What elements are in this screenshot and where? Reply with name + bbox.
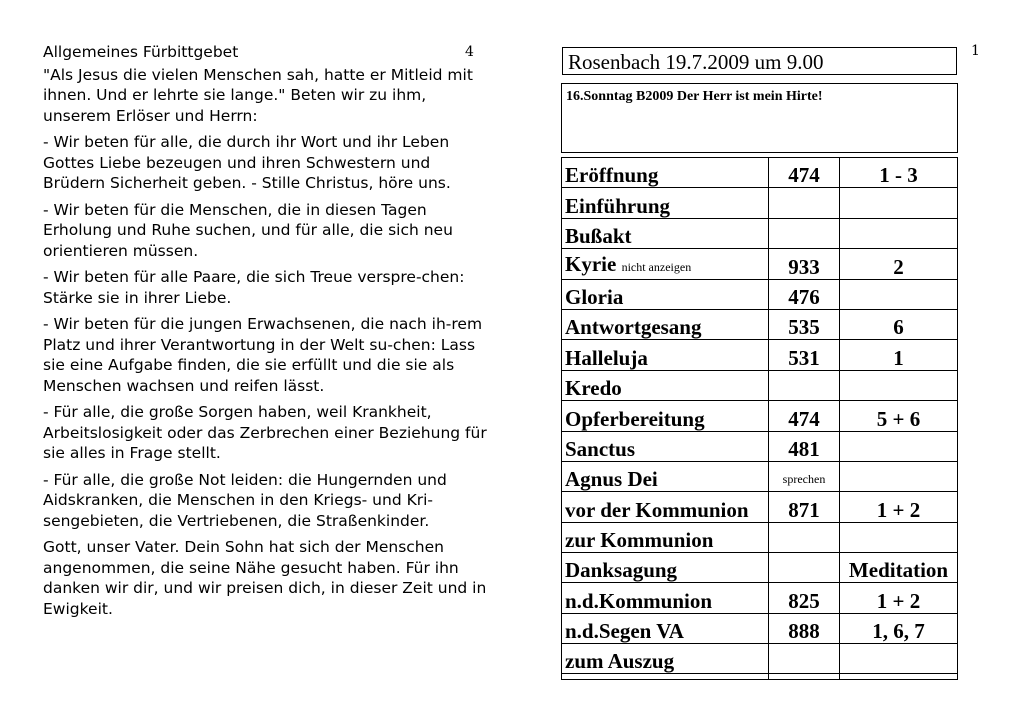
verses: Meditation [848, 558, 949, 583]
liturgy-part: n.d.Segen VA [565, 619, 684, 644]
table-row [562, 340, 958, 370]
verses: 2 [893, 254, 904, 279]
intercession-item: - Wir beten für alle, die durch ihr Wort und ihr Leben Gottes Liebe bezeugen und ihren Schwestern und Brüdern Sicherheit geben. - Stille Christus, höre uns. [43, 133, 451, 192]
service-header: Rosenbach 19.7.2009 um 9.00 [562, 47, 957, 75]
liturgy-part-cell [562, 218, 769, 248]
intercession-intro: "Als Jesus die vielen Menschen sah, hatte er Mitleid mit ihnen. Und er lehrte sie lange." Beten wir zu ihm, unserem Erlöser und Herrn: [43, 65, 473, 125]
liturgy-part-cell [562, 461, 769, 491]
intercession-item: - Wir beten für die jungen Erwachsenen, die nach ih-rem Platz und ihrer Verantwortung in der Welt su-chen: Lass sie eine Aufgabe finden, die sie erfüllt und die sie als Menschen wachsen und reifen lässt. [43, 315, 483, 395]
liturgy-part: Eröffnung [565, 163, 659, 188]
liturgy-part-cell [562, 158, 769, 188]
liturgy-part: Bußakt [565, 224, 632, 249]
intercession-item: - Wir beten für alle Paare, die sich Treue verspre-chen: Stärke sie in ihrer Liebe. [43, 268, 465, 307]
empty-cell [840, 674, 958, 680]
song-number-cell [769, 188, 840, 218]
liturgy-part-cell [562, 188, 769, 218]
verses-cell [840, 188, 958, 218]
verses: 1, 6, 7 [872, 619, 925, 644]
table-row [562, 644, 958, 674]
song-number-cell [769, 279, 840, 309]
liturgy-part-cell [562, 522, 769, 552]
verses-cell [840, 431, 958, 461]
liturgy-part-cell [562, 613, 769, 643]
empty-cell [562, 674, 769, 680]
liturgy-part-cell [562, 492, 769, 522]
liturgy-part: Sanctus [565, 436, 636, 461]
liturgy-part-cell [562, 401, 769, 431]
intercession-item: - Für alle, die große Sorgen haben, weil Krankheit, Arbeitslosigkeit oder das Zerbrechen einer Beziehung für sie alles in Frage stellt. [43, 403, 487, 462]
verses-cell [840, 158, 958, 188]
song-note: sprechen [782, 472, 826, 487]
verses: 1 + 2 [876, 497, 921, 522]
liturgy-part-cell [562, 309, 769, 339]
song-number-cell [769, 431, 840, 461]
liturgy-part-cell [562, 340, 769, 370]
verses-cell [840, 644, 958, 674]
verses-cell [840, 613, 958, 643]
liturgy-part: Opferbereitung [565, 406, 705, 431]
verses: 6 [893, 315, 904, 340]
table-row [562, 492, 958, 522]
song-number-cell [769, 401, 840, 431]
table-row [562, 461, 958, 491]
song-number-cell [769, 613, 840, 643]
table-row [562, 401, 958, 431]
song-number: 481 [788, 436, 820, 461]
intercession-item: - Für alle, die große Not leiden: die Hungernden und Aidskranken, die Menschen in den Kriegs- und Kri-sengebieten, die Vertriebenen, die Straßenkinder. [43, 470, 447, 530]
part-note: nicht anzeigen [621, 259, 692, 274]
song-number: 474 [788, 406, 820, 431]
table-row [562, 553, 958, 583]
verses: 1 + 2 [876, 588, 921, 613]
liturgy-part: Agnus Dei [565, 467, 658, 492]
service-subtitle [561, 83, 958, 153]
song-number-cell [769, 309, 840, 339]
liturgy-part: n.d.Kommunion [565, 588, 713, 613]
song-number-cell [769, 370, 840, 400]
table-row [562, 522, 958, 552]
verses-cell [840, 279, 958, 309]
song-number-cell [769, 340, 840, 370]
song-number: 474 [788, 163, 820, 188]
table-row [562, 158, 958, 188]
verses-cell [840, 249, 958, 279]
song-number: 535 [788, 315, 820, 340]
intercessions-title: Allgemeines Fürbittgebet [43, 43, 239, 61]
song-number: 825 [788, 588, 820, 613]
liturgy-part: vor der Kommunion [565, 497, 749, 522]
table-row [562, 583, 958, 613]
song-number-cell [769, 553, 840, 583]
liturgy-part: zur Kommunion [565, 528, 714, 553]
table-row [562, 218, 958, 248]
song-number: 888 [788, 619, 820, 644]
intercessions-page [43, 42, 491, 625]
song-number: 476 [788, 284, 820, 309]
liturgy-part: zum Auszug [565, 649, 675, 674]
song-number: 531 [788, 345, 820, 370]
table-row-tail [562, 674, 958, 680]
table-row [562, 309, 958, 339]
song-number-cell [769, 522, 840, 552]
verses-cell [840, 461, 958, 491]
song-number-cell [769, 583, 840, 613]
song-number-cell [769, 492, 840, 522]
liturgy-part-cell [562, 249, 769, 279]
liturgy-part-cell [562, 279, 769, 309]
intercession-item: - Wir beten für die Menschen, die in diesen Tagen Erholung und Ruhe suchen, und für alle, die sich neu orientieren müssen. [43, 200, 453, 260]
song-number-cell [769, 644, 840, 674]
song-number: 871 [788, 497, 820, 522]
verses-cell [840, 553, 958, 583]
liturgy-part: Kredo [565, 376, 622, 401]
empty-cell [769, 674, 840, 680]
verses-cell [840, 401, 958, 431]
page-number-right: 1 [971, 43, 980, 59]
verses-cell [840, 218, 958, 248]
table-row [562, 279, 958, 309]
verses: 5 + 6 [876, 406, 921, 431]
table-row [562, 431, 958, 461]
liturgy-part: Halleluja [565, 345, 648, 370]
table-row [562, 370, 958, 400]
liturgy-part: Gloria [565, 284, 624, 309]
liturgy-part: Antwortgesang [565, 315, 702, 340]
verses-cell [840, 370, 958, 400]
intercessions-title-line [43, 42, 491, 63]
liturgy-part-cell [562, 644, 769, 674]
liturgy-part-cell [562, 370, 769, 400]
liturgy-part: Kyrie [565, 251, 617, 276]
verses: 1 - 3 [879, 163, 918, 188]
verses: 1 [893, 345, 904, 370]
song-number-cell [769, 158, 840, 188]
verses-cell [840, 492, 958, 522]
table-row [562, 188, 958, 218]
song-number: 933 [788, 254, 820, 279]
song-number-cell [769, 218, 840, 248]
service-subtitle-text: 16.Sonntag B2009 Der Herr ist mein Hirte! [566, 89, 823, 104]
table-row [562, 613, 958, 643]
intercession-closing: Gott, unser Vater. Dein Sohn hat sich der Menschen angenommen, die seine Nähe gesucht haben. Für ihn danken wir dir, und wir preisen dich, in dieser Zeit und in Ewigkeit. [43, 538, 487, 618]
page-number-left: 4 [465, 44, 474, 60]
verses-cell [840, 522, 958, 552]
liturgy-part-cell [562, 553, 769, 583]
liturgy-part: Danksagung [565, 558, 678, 583]
liturgy-part: Einführung [565, 193, 671, 218]
liturgy-part-cell [562, 583, 769, 613]
table-row [562, 249, 958, 279]
song-order-table [561, 157, 958, 680]
song-number-cell [769, 461, 840, 491]
liturgy-part-cell [562, 431, 769, 461]
verses-cell [840, 309, 958, 339]
song-number-cell [769, 249, 840, 279]
verses-cell [840, 583, 958, 613]
verses-cell [840, 340, 958, 370]
